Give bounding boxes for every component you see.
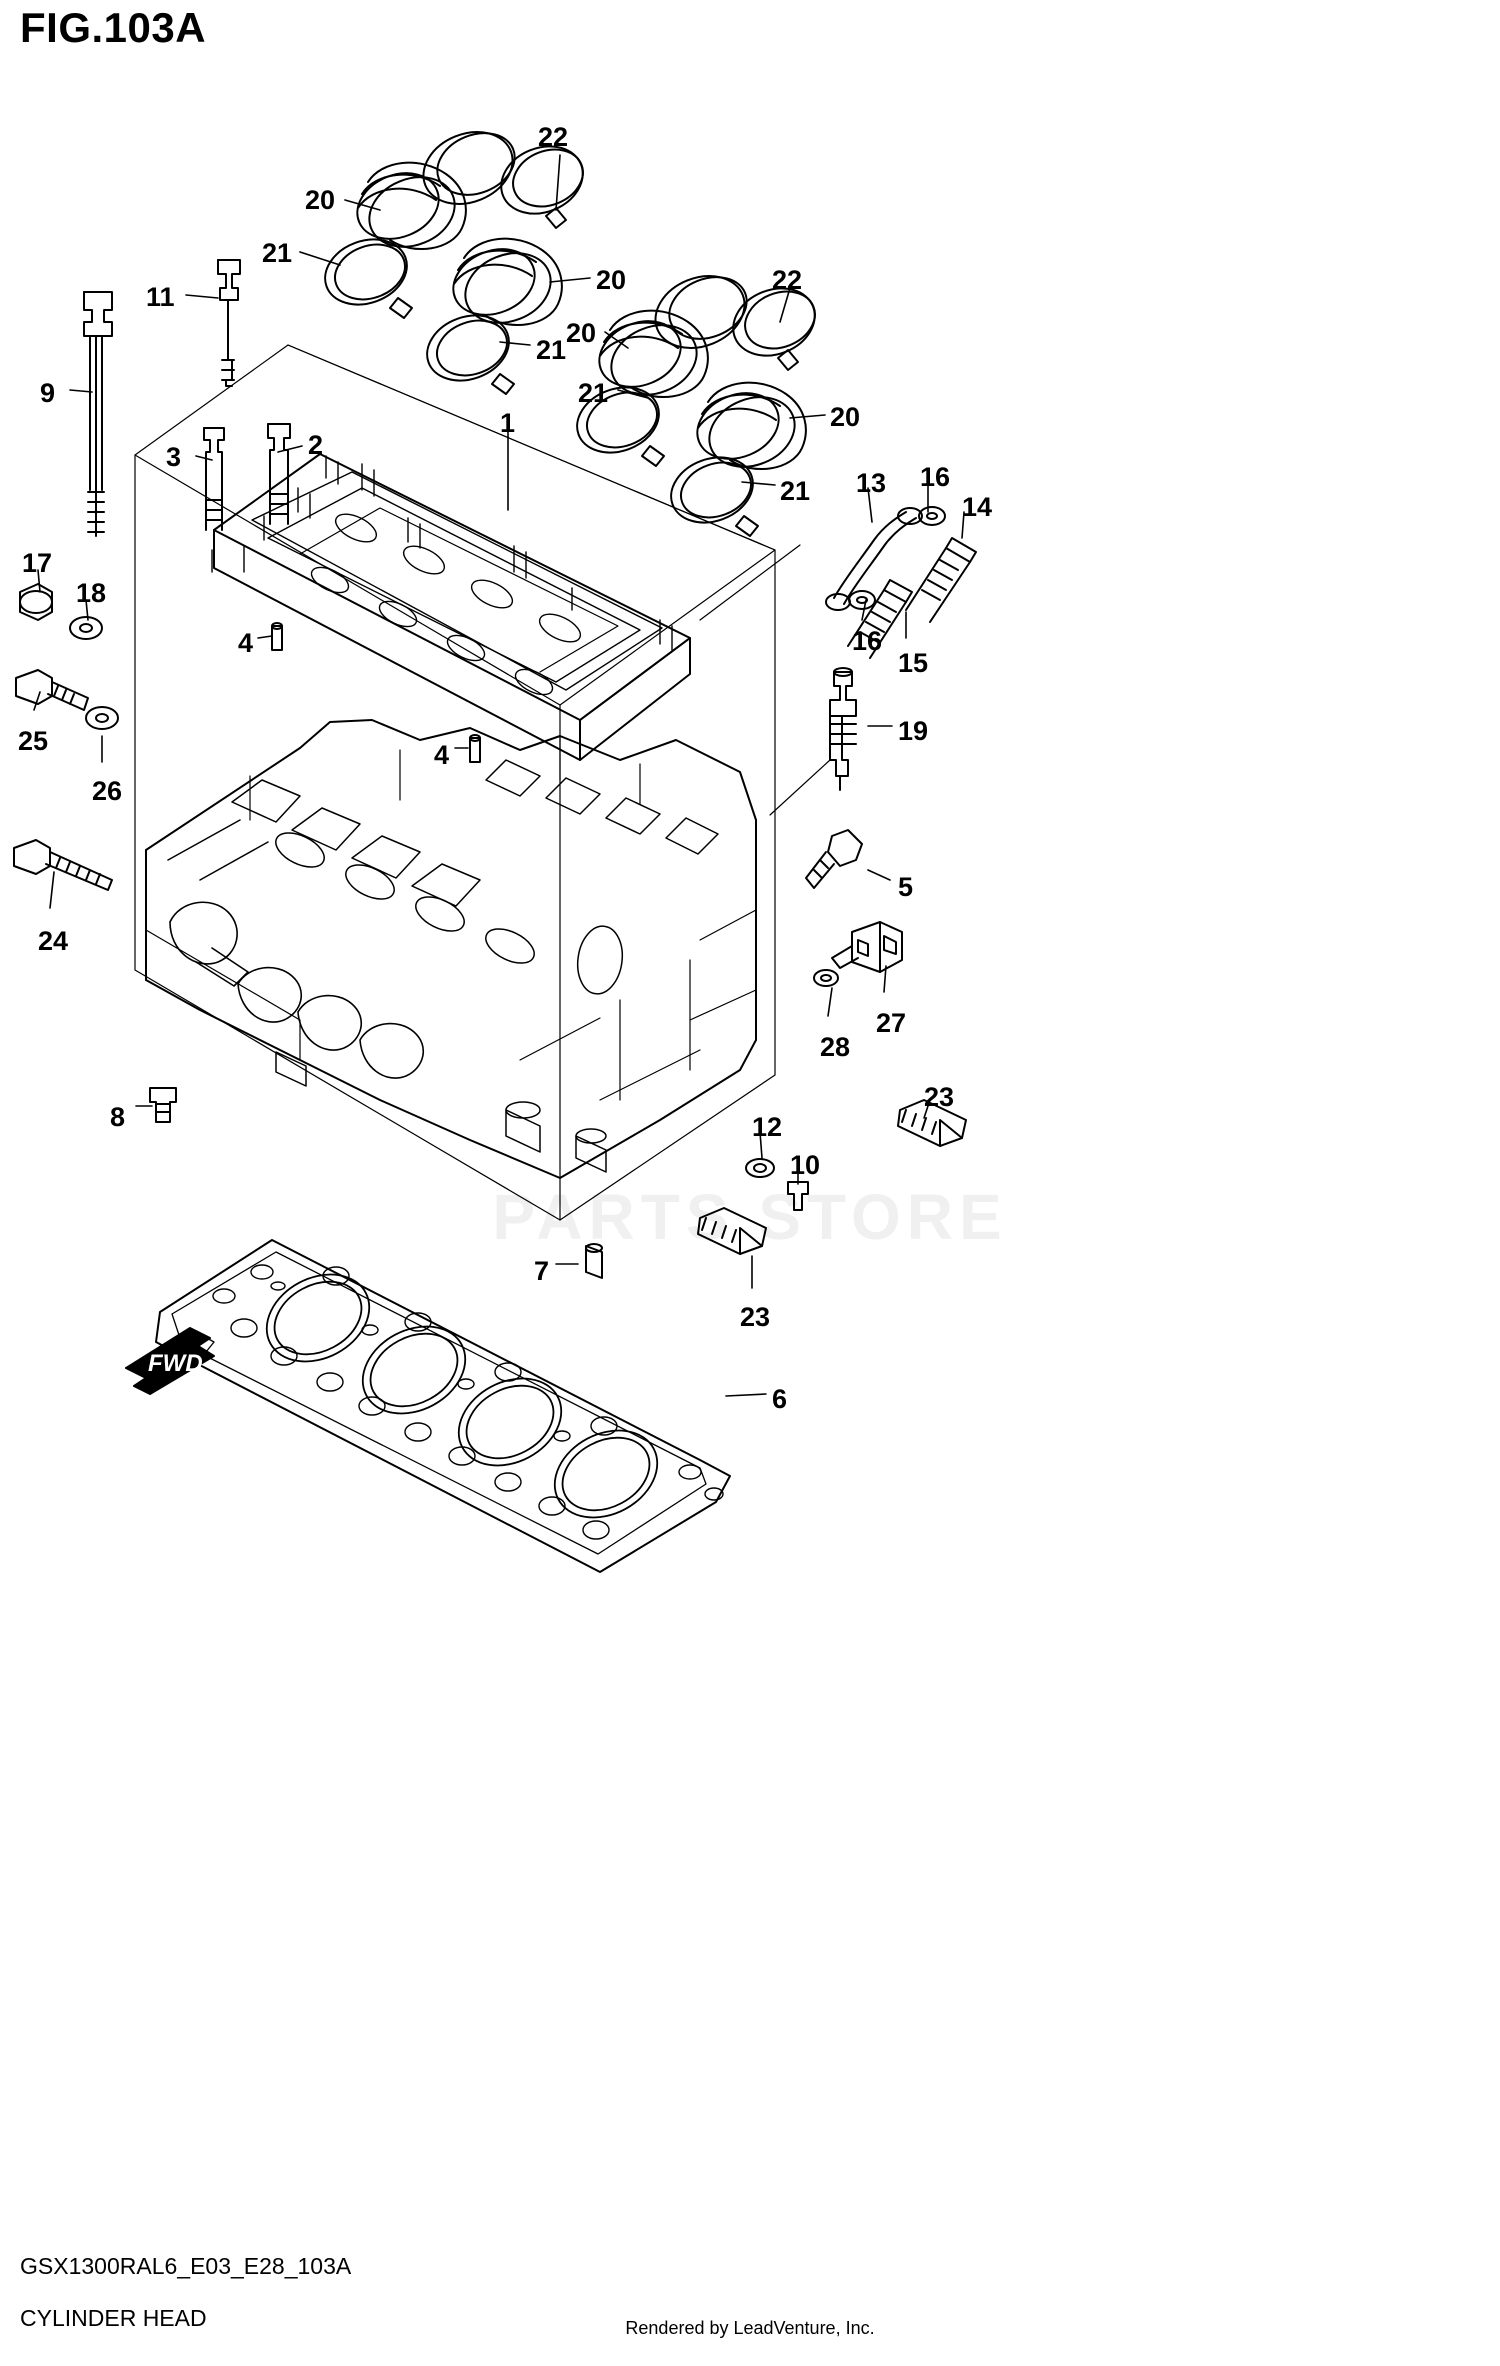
callout-number: 25 <box>18 726 49 756</box>
figure-code: GSX1300RAL6_E03_E28_103A <box>20 2253 352 2279</box>
callout-number: 20 <box>596 265 627 295</box>
callout-number: 16 <box>920 462 951 492</box>
callout-number: 23 <box>740 1302 771 1332</box>
callout-number: 19 <box>898 716 929 746</box>
callout-number: 20 <box>305 185 336 215</box>
callout-number: 5 <box>898 872 914 902</box>
diagram-area <box>0 60 1500 2240</box>
callout-number: 4 <box>434 740 450 770</box>
callout-number: 27 <box>876 1008 907 1038</box>
callout-number: 21 <box>780 476 811 506</box>
callout-number: 24 <box>38 926 69 956</box>
callout-number: 3 <box>166 442 182 472</box>
callout-number: 1 <box>500 408 516 438</box>
callout-number: 8 <box>110 1102 126 1132</box>
figure-name: CYLINDER HEAD <box>20 2305 207 2331</box>
callout-number: 20 <box>830 402 861 432</box>
cylinder-head-exploded-diagram <box>0 60 1500 2240</box>
callout-number: 21 <box>578 378 609 408</box>
callout-number: 18 <box>76 578 107 608</box>
callout-number: 22 <box>772 265 803 295</box>
callout-number: 9 <box>40 378 56 408</box>
callout-number: 21 <box>536 335 567 365</box>
fwd-arrow-label: FWD <box>148 1350 203 1377</box>
callout-number: 7 <box>534 1256 550 1286</box>
callout-number: 20 <box>566 318 597 348</box>
watermark-text: PARTS STORE <box>492 1181 1008 1253</box>
callout-number: 28 <box>820 1032 851 1062</box>
callout-number: 10 <box>790 1150 821 1180</box>
callout-number: 14 <box>962 492 993 522</box>
callout-number: 26 <box>92 776 123 806</box>
callout-number: 22 <box>538 122 569 152</box>
callout-number: 11 <box>146 282 175 312</box>
callout-number: 13 <box>856 468 887 498</box>
callout-number: 4 <box>238 628 254 658</box>
callout-number: 15 <box>898 648 929 678</box>
callout-number: 2 <box>308 430 324 460</box>
callout-number: 6 <box>772 1384 788 1414</box>
render-credit: Rendered by LeadVenture, Inc. <box>625 2318 875 2338</box>
callout-number: 23 <box>924 1082 955 1112</box>
callout-number: 12 <box>752 1112 783 1142</box>
callout-number: 16 <box>852 626 883 656</box>
callout-number: 17 <box>22 548 53 578</box>
page-title: FIG.103A <box>20 4 207 51</box>
callout-number: 21 <box>262 238 293 268</box>
